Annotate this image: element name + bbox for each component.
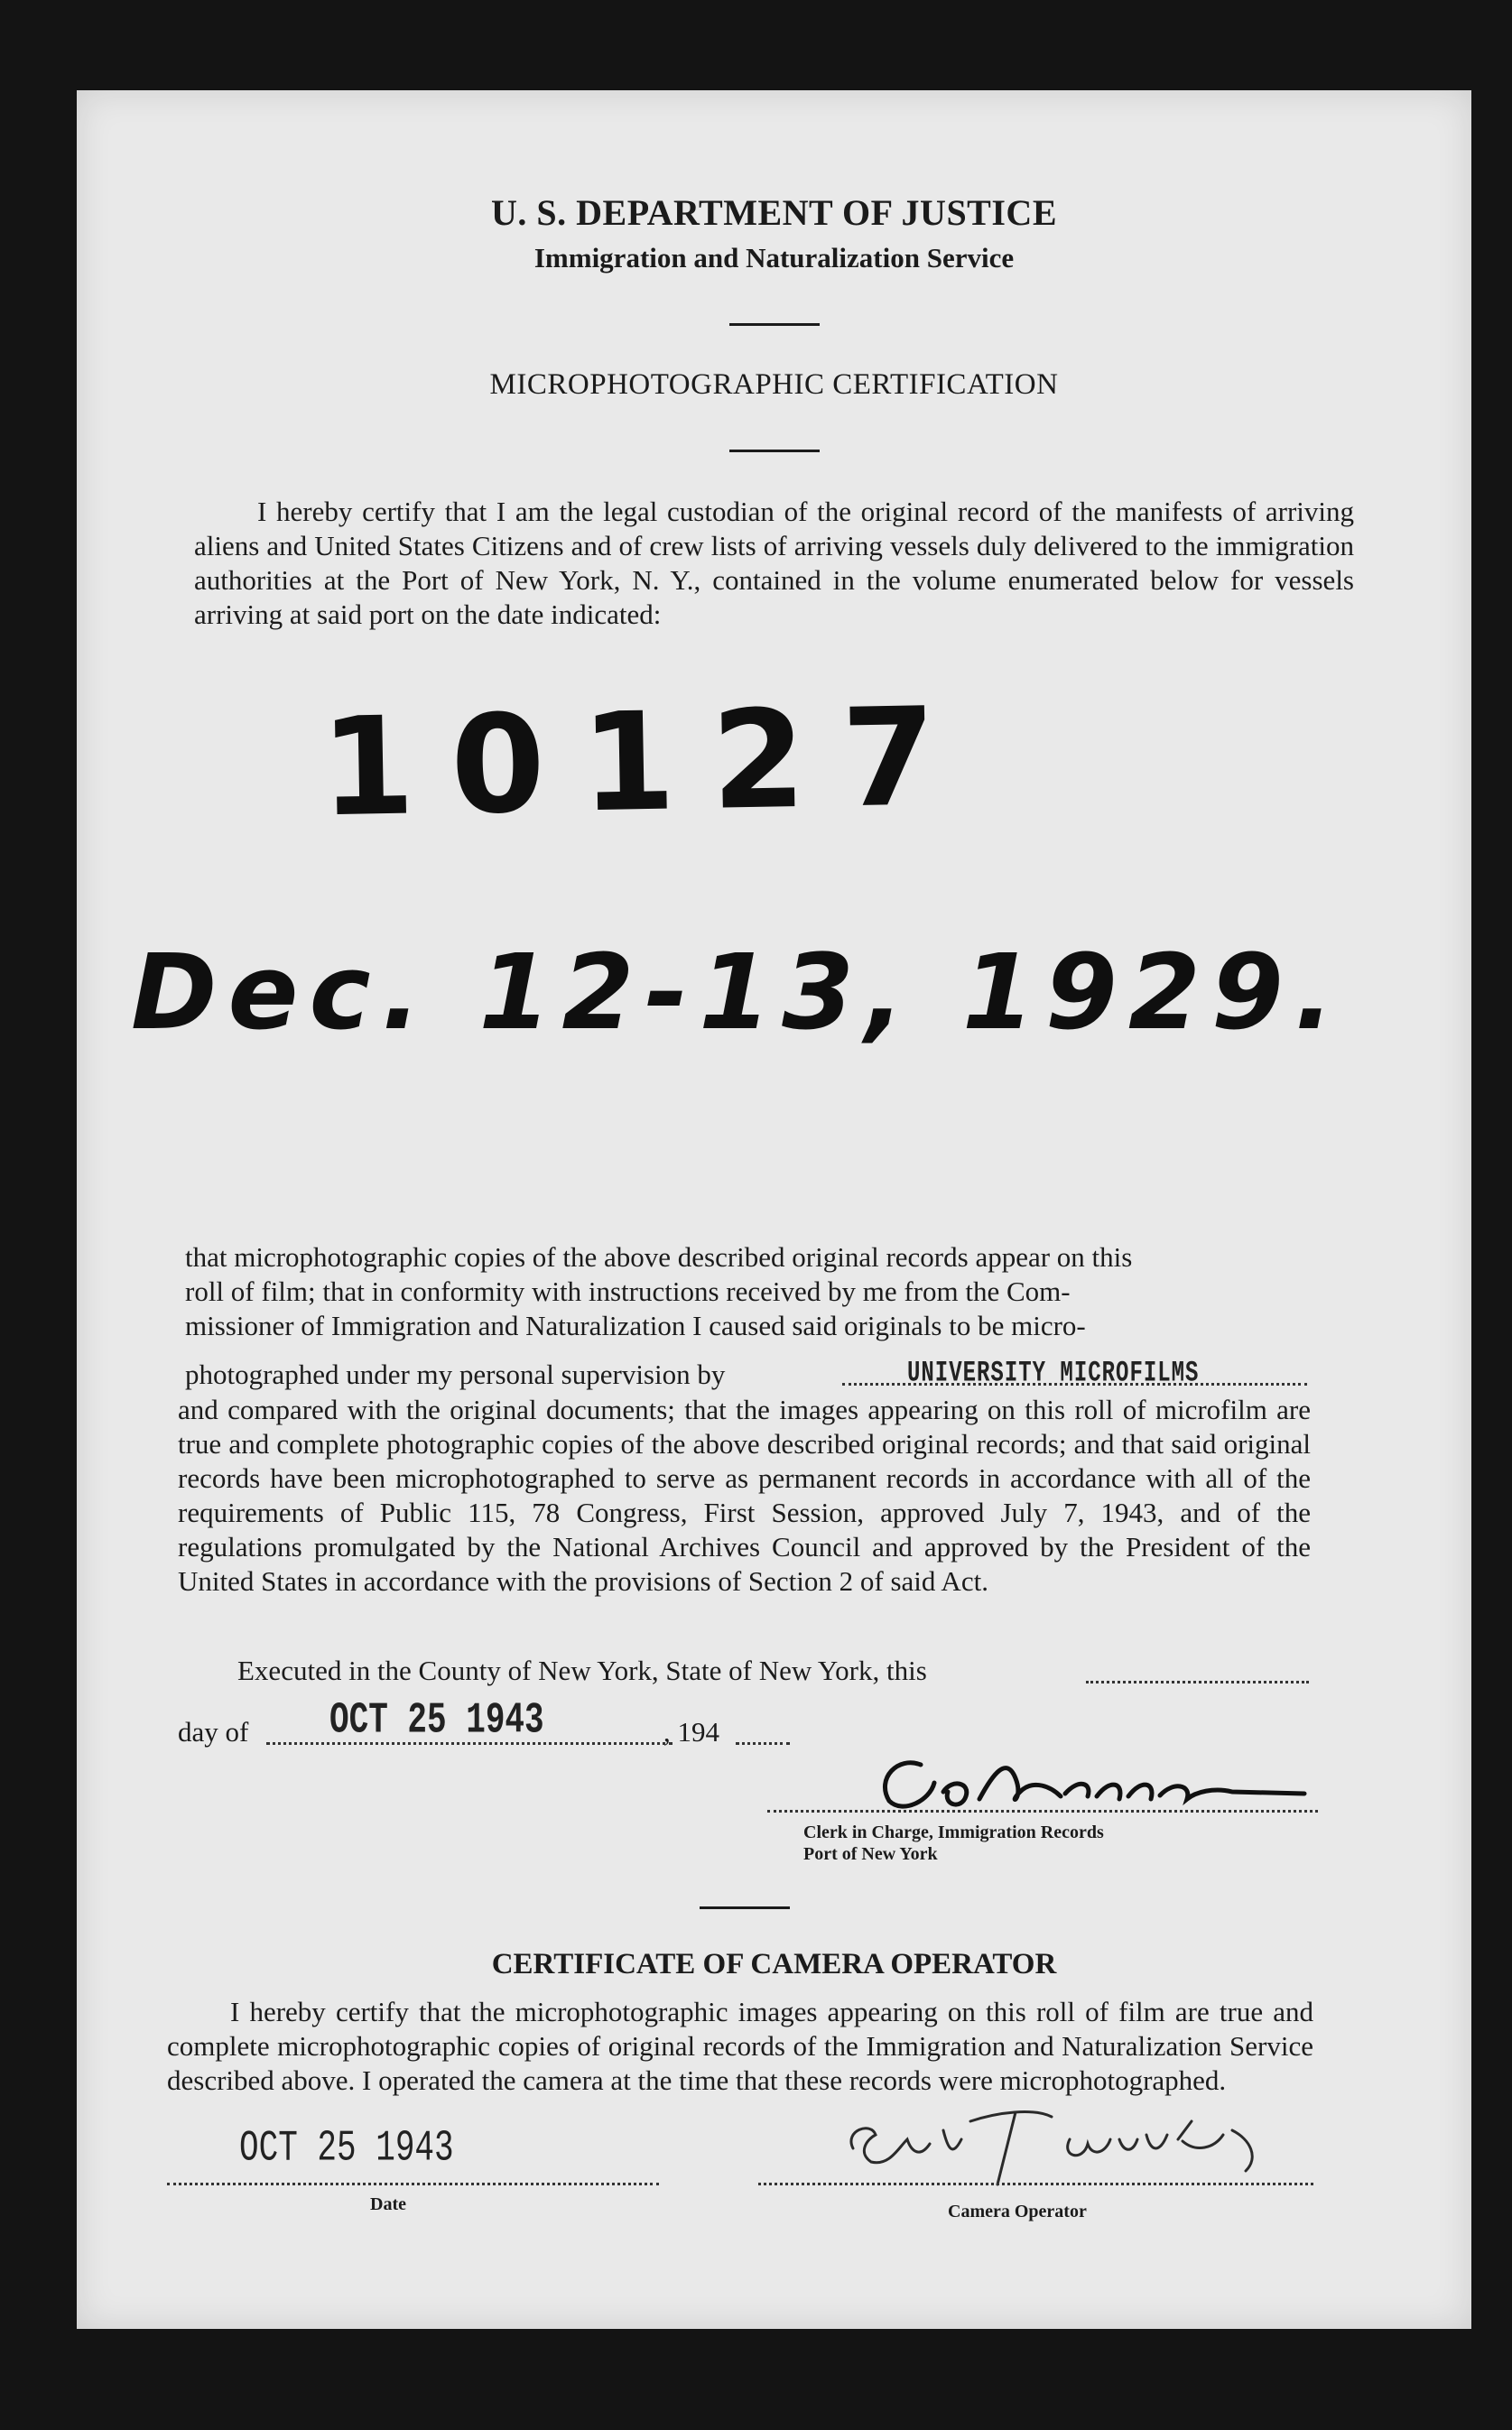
dotted-fill-line — [1086, 1681, 1309, 1683]
certification-line — [185, 1359, 725, 1391]
intro-paragraph: I hereby certify that I am the legal custodian of the original record of the manifests of arriving aliens and United States Citizens and of crew lists of arriving vessels duly delivered to the immigration authorities at the Port of New York, N. Y., contained in the volume enumerated below for vessels arriving at said port on the date indicated: — [194, 496, 1354, 630]
camera-operator-title: CERTIFICATE OF CAMERA OPERATOR — [491, 1948, 1057, 1980]
date-line — [167, 2183, 659, 2185]
clerk-location: Port of New York — [803, 1844, 938, 1864]
service-subtitle: Immigration and Naturalization Service — [533, 242, 1015, 274]
camera-operator-paragraph: I hereby certify that the microphotographic images appearing on this roll of film are true and complete microphotographic copies of original records of the Immigration and Naturalization Service described above. I operated the camera at the time that these records were microphotographed. — [167, 1996, 1313, 2096]
divider-rule — [729, 450, 820, 452]
clerk-title: Clerk in Charge, Immigration Records — [803, 1822, 1104, 1842]
department-title: U. S. DEPARTMENT OF JUSTICE — [491, 192, 1057, 233]
clerk-signature — [835, 1729, 1395, 1828]
dotted-fill-line — [736, 1742, 790, 1745]
execution-date-stamp: OCT 25 1943 — [329, 1695, 544, 1746]
year-prefix: , 194 — [663, 1716, 719, 1748]
handwritten-volume-number: 10127 — [319, 678, 974, 848]
certification-title: MICROPHOTOGRAPHIC CERTIFICATION — [489, 368, 1059, 401]
certification-line: roll of film; that in conformity with instructions received by me from the Com- — [185, 1275, 1071, 1307]
day-of-label: day of — [178, 1716, 249, 1748]
operator-signature — [835, 2085, 1304, 2193]
operator-signature-line — [758, 2183, 1313, 2185]
executed-line: Executed in the County of New York, State of New York, this — [237, 1655, 927, 1686]
certification-line: that microphotographic copies of the above described original records appear on this — [185, 1241, 1133, 1273]
certification-line: missioner of Immigration and Naturalization I caused said originals to be micro- — [185, 1310, 1086, 1341]
divider-rule — [729, 323, 820, 326]
handwritten-date-range: Dec. 12-13, 1929. — [131, 932, 1345, 1053]
certificate-page — [77, 90, 1471, 2329]
microfilm-company-stamp: UNIVERSITY MICROFILMS — [907, 1358, 1200, 1391]
certification-paragraph: and compared with the original documents; that the images appearing on this roll of microfilm are true and complete photographic copies of the above described original records; and that said original records have been microphotographed to serve as permanent records in accordance with all of the requirements of Public 115, 78 Congress, First Session, approved July 7, 1943, and of the regulations promulgated by the National Archives Council and approved by the President of the United States in accordance with the provisions of Section 2 of said Act. — [178, 1394, 1311, 1597]
divider-rule — [700, 1906, 790, 1909]
supervision-text: photographed under my personal supervision by — [185, 1359, 726, 1390]
signature-line — [767, 1810, 1318, 1813]
date-label: Date — [370, 2194, 406, 2214]
camera-date-stamp: OCT 25 1943 — [239, 2123, 454, 2174]
camera-operator-label: Camera Operator — [948, 2202, 1087, 2221]
